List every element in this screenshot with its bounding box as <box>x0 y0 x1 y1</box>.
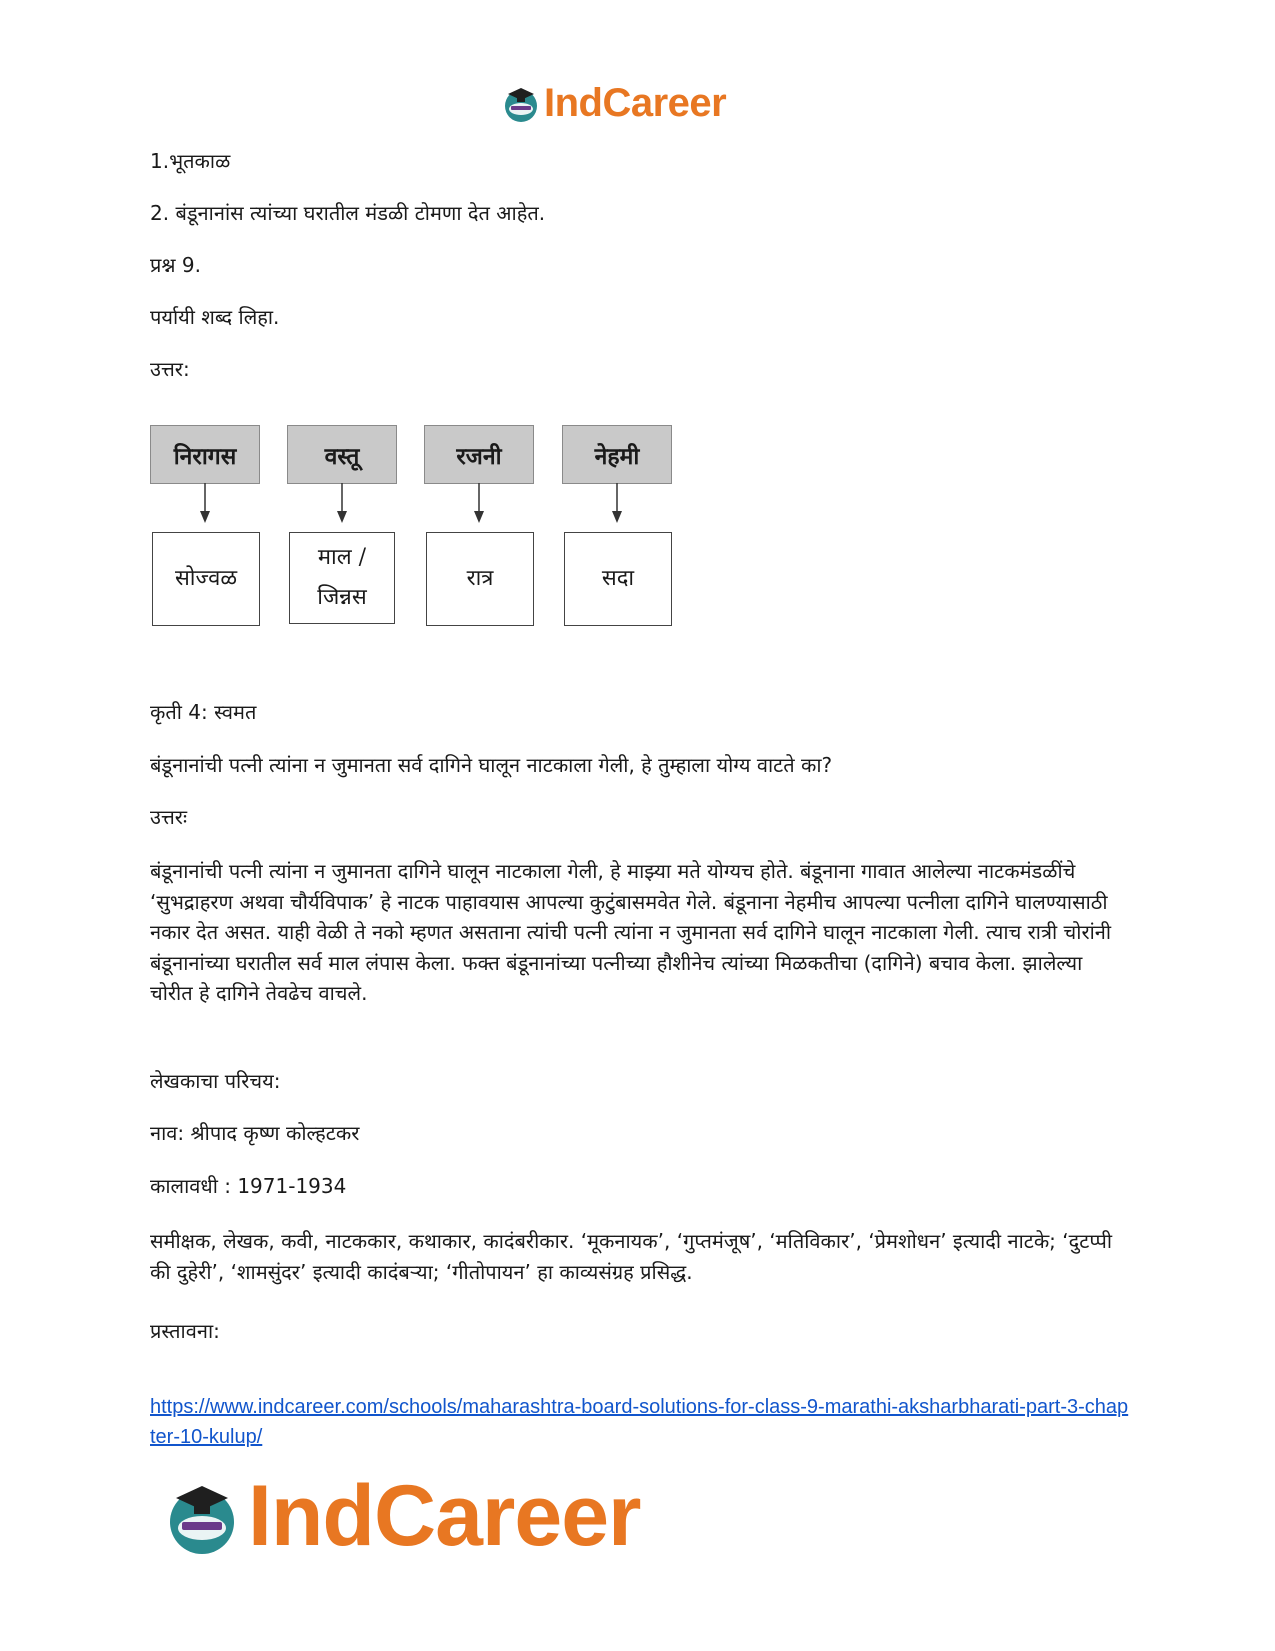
synonym-box: सोज्वळ <box>152 532 260 626</box>
answer-line-2: 2. बंडूनानांस त्यांच्या घरातील मंडळी टोमणा देत आहेत. <box>150 201 546 225</box>
answer-label: उत्तरः <box>150 805 187 829</box>
down-arrow-icon <box>610 483 624 525</box>
answer-label: उत्तर: <box>150 357 190 381</box>
question-9-heading: प्रश्न 9. <box>150 253 201 277</box>
word-box: वस्तू <box>287 425 397 484</box>
opinion-question: बंडूनानांची पत्नी त्यांना न जुमानता सर्व दागिने घालून नाटकाला गेली, हे तुम्हाला योग्य वाटते का? <box>150 753 833 777</box>
synonym-box: माल / जिन्नस <box>289 532 395 624</box>
word-box: निरागस <box>150 425 260 484</box>
synonym-box: रात्र <box>426 532 534 626</box>
brand-name: IndCareer <box>544 81 727 125</box>
word-box: रजनी <box>424 425 534 484</box>
word-box: नेहमी <box>562 425 672 484</box>
header-logo <box>500 80 726 126</box>
down-arrow-icon <box>472 483 486 525</box>
source-link[interactable]: https://www.indcareer.com/schools/maharashtra-board-solutions-for-class-9-marathi-aksharbharati-part-3-chapter-10-kulup/ <box>150 1396 1129 1448</box>
author-name: नाव: श्रीपाद कृष्ण कोल्हटकर <box>150 1121 360 1145</box>
down-arrow-icon <box>335 483 349 525</box>
brand-name: IndCareer <box>248 1468 641 1564</box>
kruti-4-heading: कृती 4: स्वमत <box>150 700 257 724</box>
synonym-box: सदा <box>564 532 672 626</box>
down-arrow-icon <box>198 483 212 525</box>
question-9-task: पर्यायी शब्द लिहा. <box>150 305 280 329</box>
author-works: समीक्षक, लेखक, कवी, नाटककार, कथाकार, कादंबरीकार. ‘मूकनायक’, ‘गुप्तमंजूष’, ‘मतिविकार’, ‘प्रेमशोधन’ इत्यादी नाटके; ‘दुटप्पी की दुहेरी’, ‘शामसुंदर’ इत्यादी कादंबऱ्या; ‘गीतोपायन’ हा काव्यसंग्रह प्रसिद्ध. <box>150 1229 1113 1284</box>
introduction-heading: प्रस्तावना: <box>150 1319 220 1343</box>
author-period: कालावधी : 1971-1934 <box>150 1174 347 1198</box>
graduation-globe-icon <box>500 82 542 124</box>
footer-logo <box>160 1468 641 1564</box>
answer-paragraph: बंडूनानांची पत्नी त्यांना न जुमानता दागिने घालून नाटकाला गेली, हे माझ्या मते योग्यच होते. बंडूनाना गावात आलेल्या नाटकमंडळींचे ‘सुभद्राहरण अथवा चौर्यविपाक’ हे नाटक पाहावयास आपल्या कुटुंबासमवेत गेले. बंडूनाना नेहमीच आपल्या पत्नीला दागिने घालण्यासाठी नकार देत असत. याही वेळी ते नको म्हणत असताना त्यांची पत्नी त्यांना न जुमानता सर्व दागिने घालून नाटकाला गेली. त्याच रात्री चोरांनी बंडूनानांच्या घरातील सर्व माल लंपास केला. फक्त बंडूनानांच्या पत्नीच्या हौशीनेच त्यांच्या मिळकतीचा (दागिने) बचाव केला. झालेल्या चोरीत हे दागिने तेवढेच वाचले. <box>150 859 1112 1005</box>
author-intro-heading: लेखकाचा परिचय: <box>150 1069 281 1093</box>
graduation-globe-icon <box>160 1474 244 1558</box>
past-tense-line: 1.भूतकाळ <box>150 149 231 173</box>
